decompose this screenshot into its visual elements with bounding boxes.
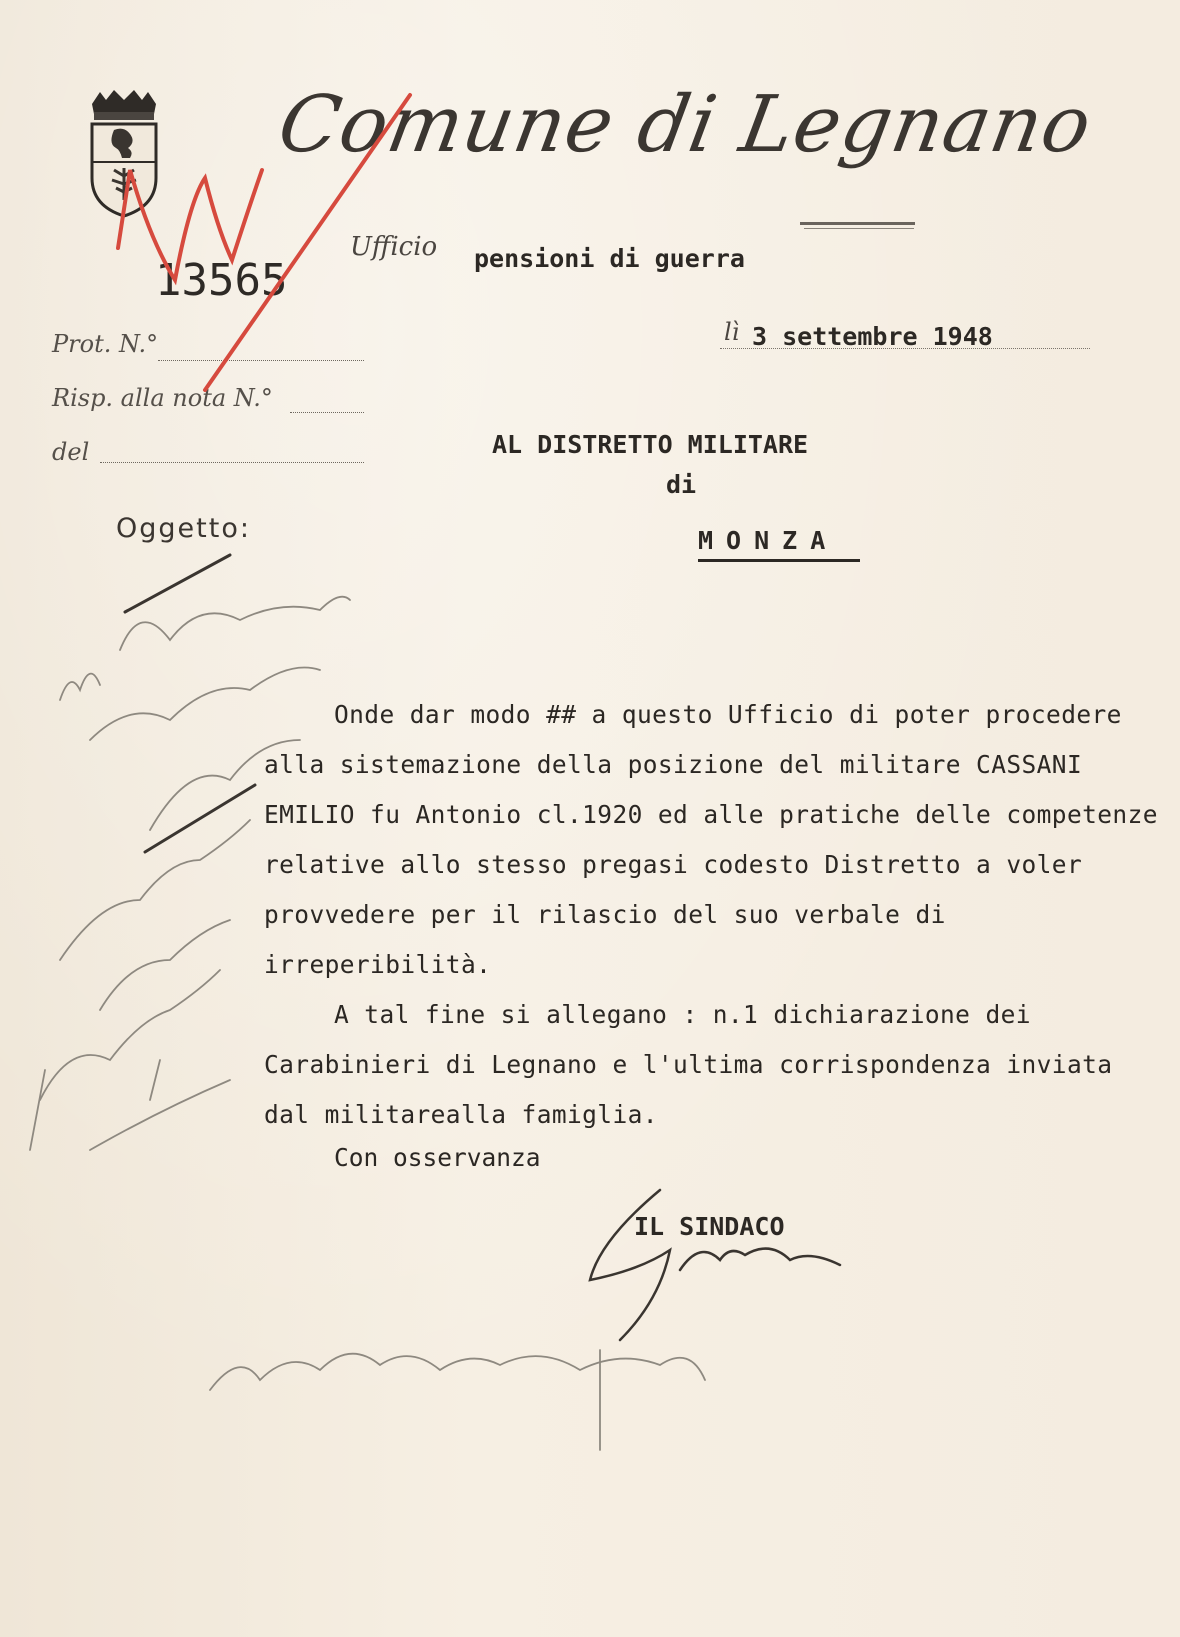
recipient-line-2: di	[666, 470, 697, 499]
body-paragraph-2: A tal fine si allegano : n.1 dichiarazione dei Carabinieri di Legnano e l'ultima corrispondenza inviata dal militarealla famiglia.	[264, 1000, 1113, 1129]
closing-salutation: Con osservanza	[334, 1143, 541, 1172]
coat-of-arms-icon	[86, 88, 162, 218]
recipient-city-underline	[698, 559, 860, 562]
date-prefix: lì	[724, 318, 740, 346]
recipient-line-1: AL DISTRETTO MILITARE	[492, 430, 809, 459]
of-date-dotted-line	[100, 462, 364, 463]
protocol-number-stamp: 13565	[155, 255, 288, 306]
municipality-letterhead: Comune di Legnano	[272, 80, 1099, 170]
subject-label: Oggetto:	[116, 513, 251, 544]
body-paragraph-1: Onde dar modo ## a questo Ufficio di poter procedere alla sistemazione della posizione del militare CASSANI EMILIO fu Antonio cl.1920 ed alle pratiche delle competenze relative allo stesso pregasi codesto Distretto a voler provvedere per il rilascio del suo verbale di irreperibilità.	[264, 700, 1158, 979]
date-dotted-line	[720, 348, 1090, 349]
of-date-label: del	[52, 438, 90, 466]
office-label: Ufficio	[350, 232, 438, 262]
reply-label: Risp. alla nota N.°	[52, 384, 273, 412]
office-value: pensioni di guerra	[474, 244, 745, 273]
prot-label: Prot. N.°	[52, 330, 159, 358]
typewriter-rules	[125, 555, 255, 852]
letter-date: 3 settembre 1948	[752, 322, 993, 351]
reply-dotted-line	[290, 412, 364, 413]
recipient-city: MONZA	[698, 526, 839, 555]
letterhead-rule	[800, 222, 915, 225]
signatory-title: IL SINDACO	[634, 1212, 785, 1241]
prot-dotted-line	[158, 360, 364, 361]
letterhead-rule-thin	[804, 228, 914, 229]
letter-body	[264, 690, 1164, 1140]
